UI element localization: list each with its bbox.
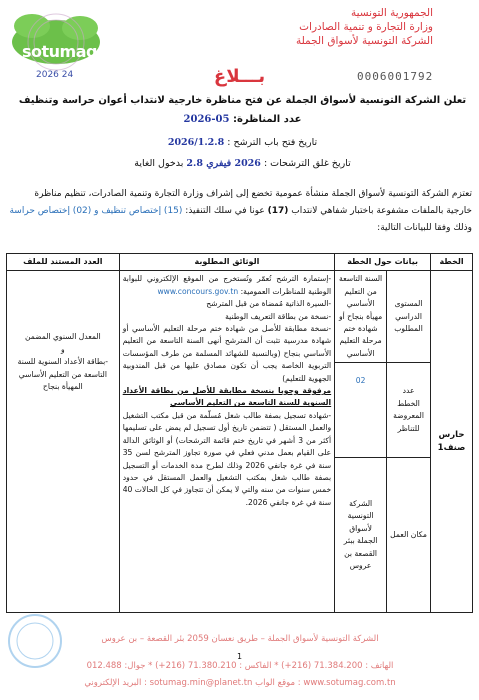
close-date: 2026 فيفري 2.8 (186, 158, 261, 169)
doc-item: -شهادة تسجيل بصفة طالب شغل مُسلّمة من قبل مكتب التشغيل والعمل المستقل ( تتضمن تاريخ أول تسجيل لم يمض على تسليمها أكثر من 3 أشهر في تاريخ ختم قائمة الترشحات) أو الوثائق الدالة على القيام بعمل مدني فعلي في صورة تجاوز المترشح لسن 35 سنة في غرة جانفي 2026 وذلك لطرح مدة الخدمات أو التسجيل بصفة طالب شغل بمكتب التشغيل والعمل المستقل في حدود خمس سنوات من سنه والتي لا يمكن أن تتجاوز في كل الحالات 40 سنة في غرة جانفي 2026. (122, 410, 332, 507)
open-date: 2026/1.2.8 (167, 137, 225, 148)
close-date-line (10, 158, 475, 169)
footer-web: www.sotumag.com.tn : موقع الواب sotumag.min@planet.tn : البريد الإلكتروني (84, 678, 396, 688)
header-position: الخطة (431, 254, 473, 271)
header-documents: الوثائق المطلوبة (119, 254, 334, 271)
logo-text: sotumag (22, 42, 97, 61)
reference-number: 0006001792 (357, 70, 434, 83)
contest-number-label: عدد المناظرة: (232, 114, 302, 125)
criteria-item: -بطاقة الأعداد السنوية للسنة التاسعة من التعليم الأساسي المهيأة بنجاح (17, 357, 109, 392)
intro-specialties: (15) إختصاص تنظيف و (02) إختصاص حراسة (9, 206, 183, 216)
header-position-data: بيانات حول الخطة (335, 254, 431, 271)
required-documents (119, 271, 334, 613)
ministry-name: وزارة التجارة و تنمية الصادرات (299, 21, 433, 33)
page-number: 1 (236, 652, 243, 661)
doc-item: -نسخة من بطاقة التعريف الوطنية (225, 311, 332, 321)
intro-text-1: تعتزم الشركة التونسية لأسواق الجملة منشأة عمومية تخضع إلى إشراف وزارة التجارة وتنمية الصادرات، تنظيم مناظرة خارجية بالملفات مشفوعة باختبار شفاهي لانتداب (34, 189, 472, 216)
intro-paragraph (8, 186, 472, 237)
header-criteria: العدد المستند للملف (7, 254, 120, 271)
workplace-value: الشركة التونسية لأسواق الجملة ببئر القصعة بن عروس (335, 458, 387, 613)
criteria-item: المعدل السنوي المضمن (24, 332, 101, 342)
stamp-date: 2026 24 (36, 70, 74, 80)
open-date-line (10, 137, 475, 148)
concours-link[interactable]: www.concours.gov.tn (157, 286, 239, 296)
table-header-row (7, 254, 473, 271)
doc-item: -إستمارة الترشح تُعمّر وتُستخرج من الموقع الإلكتروني للبوابة الوطنية للمناظرات العمومية: www.concours.gov.tn (122, 274, 332, 296)
positions-table (6, 253, 473, 613)
contest-number: 05-2026 (183, 114, 230, 125)
intro-count: (17) (267, 206, 289, 216)
workplace-label: مكان العمل (387, 458, 431, 613)
close-date-label: تاريخ غلق الترشحات : (263, 158, 351, 169)
doc-item: -السيرة الذاتية مُمضاة من قبل المترشح (206, 299, 332, 309)
position-name: حارس صنف1 (431, 271, 473, 613)
selection-criteria (7, 271, 120, 613)
company-name: الشركة التونسية لأسواق الجملة (295, 35, 433, 47)
doc-item: مرفوقة وجوبا بنسخة مطابقة للأصل من بطاقة الأعداد السنوية للسنة التاسعة من التعليم الأساسي (122, 386, 332, 408)
positions-count-label: عدد الخطط المعروضة للتناظر (387, 363, 431, 458)
positions-count-value: 02 (335, 363, 387, 458)
republic-name: الجمهورية التونسية (351, 7, 433, 19)
announcement-title: تعلن الشركة التونسية لأسواق الجملة عن فتح مناظرة خارجية لانتداب أعوان حراسة وتنظيف (18, 95, 467, 106)
footer-phones: الهاتف : 71.384.200 (216+) * الفاكس : 71.380.210 (216+) * جوال: 012.488 (86, 661, 394, 671)
intro-text-2: عونا في سلك التنفيذ: (185, 206, 265, 216)
close-date-suffix: بدخول الغاية (134, 158, 184, 169)
intro-text-3: وذلك وفقا للبيانات التالية: (377, 223, 472, 233)
required-level-label: المستوى الدراسي المطلوب (387, 271, 431, 363)
contest-number-line (10, 114, 475, 125)
footer-address: الشركة التونسية لأسواق الجملة – طريق نعسان 2059 بئر القصعة – بن عروس (101, 634, 379, 644)
doc-item: -نسخة مطابقة للأصل من شهادة ختم مرحلة التعليم الأساسي أو شهادة مدرسية تثبت أن المترشح أنهى السنة التاسعة من التعليم الأساسي بنجاح (وبالنسبة للشهائد المسلمة من طرف المؤسسات التربوية الخاصة يجب أن تكون مصادق عليها من قبل المندوبية الجهوية للتعليم) (122, 324, 332, 383)
criteria-item: و (61, 344, 65, 354)
government-header (203, 6, 433, 48)
open-date-label: تاريخ فتح باب الترشح : (227, 137, 318, 148)
required-level-value: السنة التاسعة من التعليم الأساسي مهيأة بنجاح أو شهادة ختم مرحلة التعليم الأساسي (335, 271, 387, 363)
announcement-heading: بـــلاغ (213, 66, 266, 87)
table-row (7, 271, 473, 363)
